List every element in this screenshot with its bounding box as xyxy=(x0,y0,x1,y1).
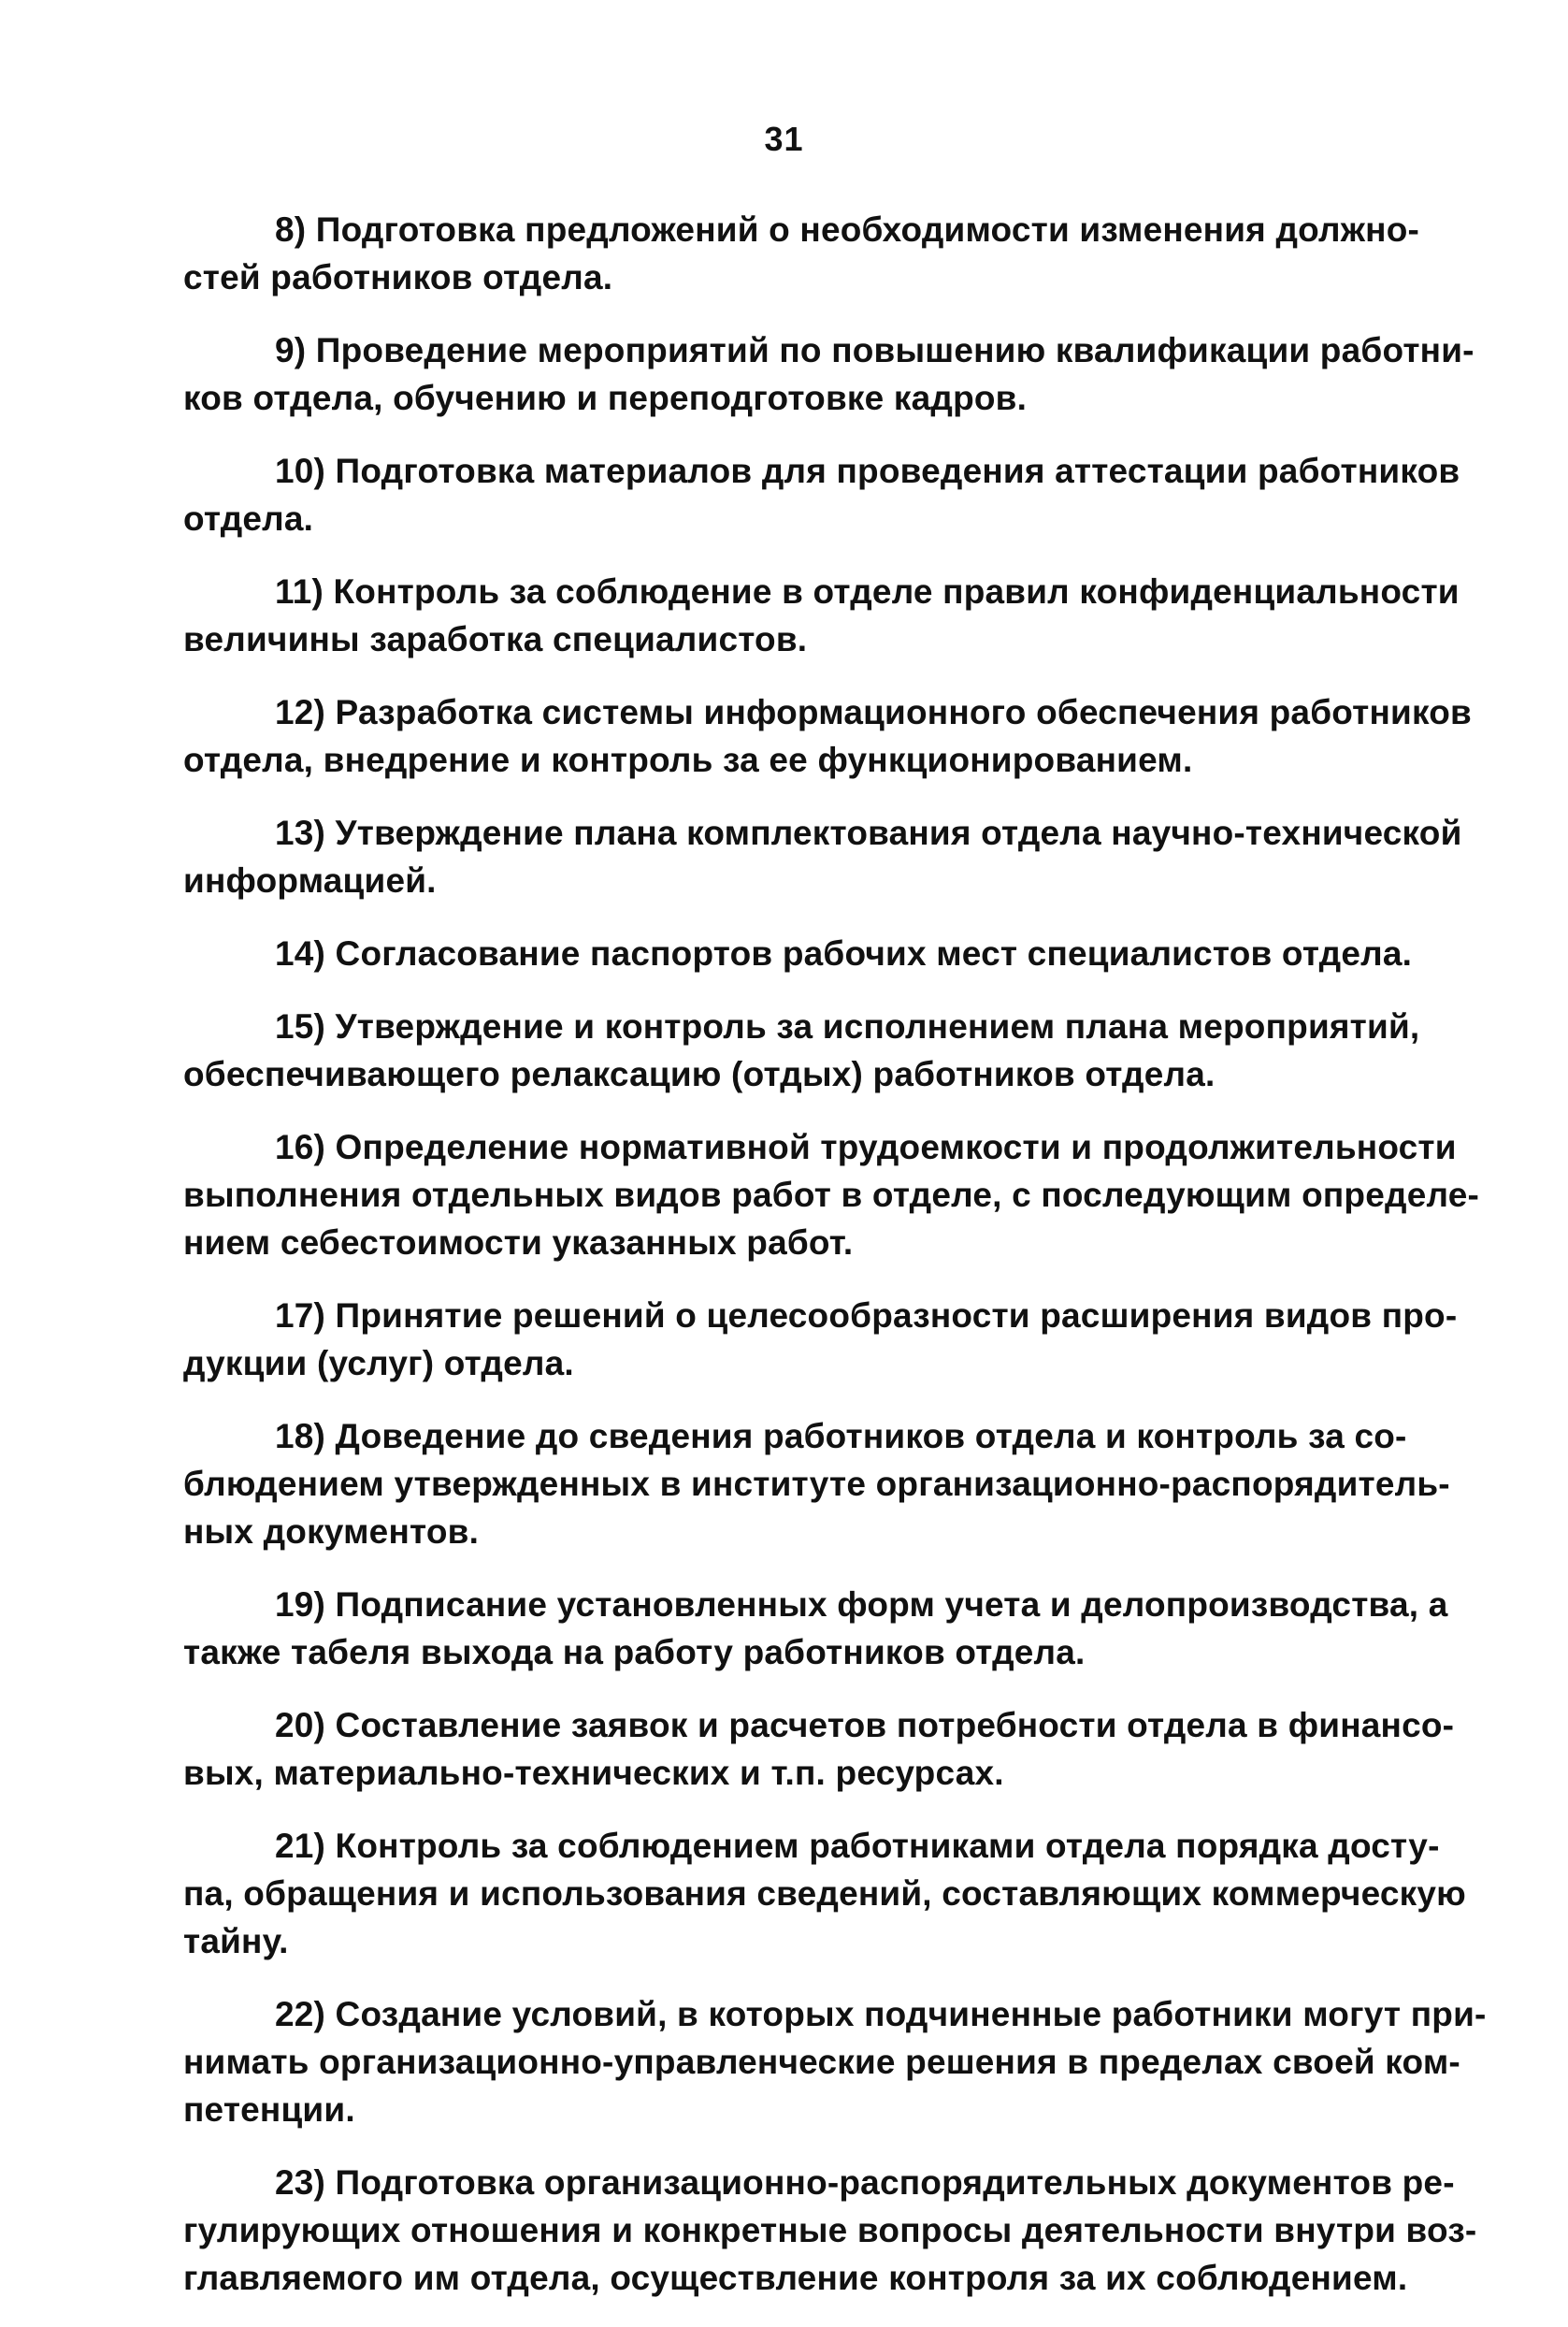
item-line: величины заработка специалистов. xyxy=(183,620,808,658)
item-line: дукции (услуг) отдела. xyxy=(183,1344,574,1382)
item-text: Контроль за соблюдением работниками отдела порядка досту- xyxy=(325,1827,1440,1865)
item-text: Создание условий, в которых подчиненные работники могут при- xyxy=(325,1995,1487,2033)
item-number: 21) xyxy=(275,1827,326,1865)
item-line: информацией. xyxy=(183,861,437,900)
item-first-line xyxy=(183,1412,1417,1460)
item-first-line xyxy=(183,1822,1440,1870)
item-text: Определение нормативной трудоемкости и продолжительности xyxy=(325,1128,1457,1166)
item-first-line xyxy=(183,326,1474,374)
item-number: 18) xyxy=(275,1417,326,1455)
item-text: Подготовка организационно-распорядительных документов ре- xyxy=(325,2163,1455,2202)
item-text: Разработка системы информационного обеспечения работников xyxy=(325,693,1472,731)
list-item xyxy=(183,206,1420,301)
item-first-line xyxy=(183,1581,1448,1628)
list-item xyxy=(183,568,1460,663)
item-first-line xyxy=(183,1003,1420,1050)
list-item xyxy=(183,1412,1450,1555)
item-first-line xyxy=(183,568,1460,615)
item-line: ных документов. xyxy=(183,1512,480,1551)
item-line: петенции. xyxy=(183,2090,355,2129)
item-line: гулирующих отношения и конкретные вопросы деятельности внутри воз- xyxy=(183,2211,1477,2249)
item-line: нимать организационно-управленческие решения в пределах своей ком- xyxy=(183,2043,1460,2081)
item-line: па, обращения и использования сведений, составляющих коммерческую xyxy=(183,1874,1466,1913)
item-line: ков отдела, обучению и переподготовке кадров. xyxy=(183,379,1028,417)
item-first-line xyxy=(183,206,1420,253)
item-number: 12) xyxy=(275,693,326,731)
item-first-line xyxy=(183,1701,1455,1749)
list-item xyxy=(183,1123,1479,1266)
item-first-line xyxy=(183,1292,1458,1339)
list-item xyxy=(183,326,1474,422)
item-number: 8) xyxy=(275,210,307,249)
item-text: Согласование паспортов рабочих мест специалистов отдела. xyxy=(325,934,1413,973)
item-line: главляемого им отдела, осуществление контроля за их соблюдением. xyxy=(183,2259,1408,2297)
list-item xyxy=(183,1990,1487,2133)
item-line: отдела. xyxy=(183,499,314,538)
list-item xyxy=(183,1822,1466,1965)
item-line: блюдением утвержденных в институте организационно-распорядитель- xyxy=(183,1465,1450,1503)
list-item xyxy=(183,1581,1448,1676)
item-line: также табеля выхода на работу работников отдела. xyxy=(183,1633,1086,1671)
item-first-line xyxy=(183,1123,1457,1171)
item-number: 23) xyxy=(275,2163,326,2202)
document-body xyxy=(183,206,1487,2327)
list-item xyxy=(183,1701,1455,1797)
item-line: отдела, внедрение и контроль за ее функционированием. xyxy=(183,741,1193,779)
item-text: Подготовка предложений о необходимости изменения должно- xyxy=(306,210,1420,249)
list-item xyxy=(183,809,1462,904)
list-item xyxy=(183,1003,1420,1098)
item-number: 13) xyxy=(275,814,326,852)
item-line: вых, материально-технических и т.п. ресурсах. xyxy=(183,1754,1004,1792)
item-first-line xyxy=(183,2159,1455,2206)
item-text: Принятие решений о целесообразности расширения видов про- xyxy=(325,1296,1458,1335)
item-number: 16) xyxy=(275,1128,326,1166)
list-item xyxy=(183,1292,1458,1387)
item-first-line xyxy=(183,809,1462,857)
item-number: 14) xyxy=(275,934,326,973)
item-first-line xyxy=(183,930,1417,977)
item-number: 15) xyxy=(275,1007,326,1046)
item-text: Подписание установленных форм учета и делопроизводства, а xyxy=(325,1585,1448,1624)
item-text: Утверждение и контроль за исполнением плана мероприятий, xyxy=(325,1007,1420,1046)
item-line: выполнения отдельных видов работ в отделе, с последующим определе- xyxy=(183,1176,1479,1214)
list-item xyxy=(183,930,1417,977)
item-first-line xyxy=(183,447,1460,495)
item-first-line xyxy=(183,688,1472,736)
item-text: Утверждение плана комплектования отдела научно-технической xyxy=(325,814,1462,852)
item-first-line xyxy=(183,1990,1487,2038)
list-item xyxy=(183,688,1472,784)
item-number: 17) xyxy=(275,1296,326,1335)
item-line: обеспечивающего релаксацию (отдых) работников отдела. xyxy=(183,1055,1216,1093)
item-number: 19) xyxy=(275,1585,326,1624)
item-number: 11) xyxy=(275,572,324,611)
item-text: Доведение до сведения работников отдела и контроль за со- xyxy=(325,1417,1407,1455)
item-text: Подготовка материалов для проведения аттестации работников xyxy=(325,452,1460,490)
item-text: Проведение мероприятий по повышению квалификации работни- xyxy=(306,331,1474,369)
item-text: Составление заявок и расчетов потребности отдела в финансо- xyxy=(325,1706,1455,1744)
item-line: тайну. xyxy=(183,1922,289,1960)
page-number: 31 xyxy=(764,120,804,158)
item-line: стей работников отдела. xyxy=(183,258,613,296)
item-line: нием себестоимости указанных работ. xyxy=(183,1223,854,1262)
item-text: Контроль за соблюдение в отделе правил конфиденциальности xyxy=(324,572,1460,611)
item-number: 22) xyxy=(275,1995,326,2033)
item-number: 20) xyxy=(275,1706,326,1744)
item-number: 10) xyxy=(275,452,326,490)
list-item xyxy=(183,2159,1477,2302)
list-item xyxy=(183,447,1460,542)
item-number: 9) xyxy=(275,331,307,369)
